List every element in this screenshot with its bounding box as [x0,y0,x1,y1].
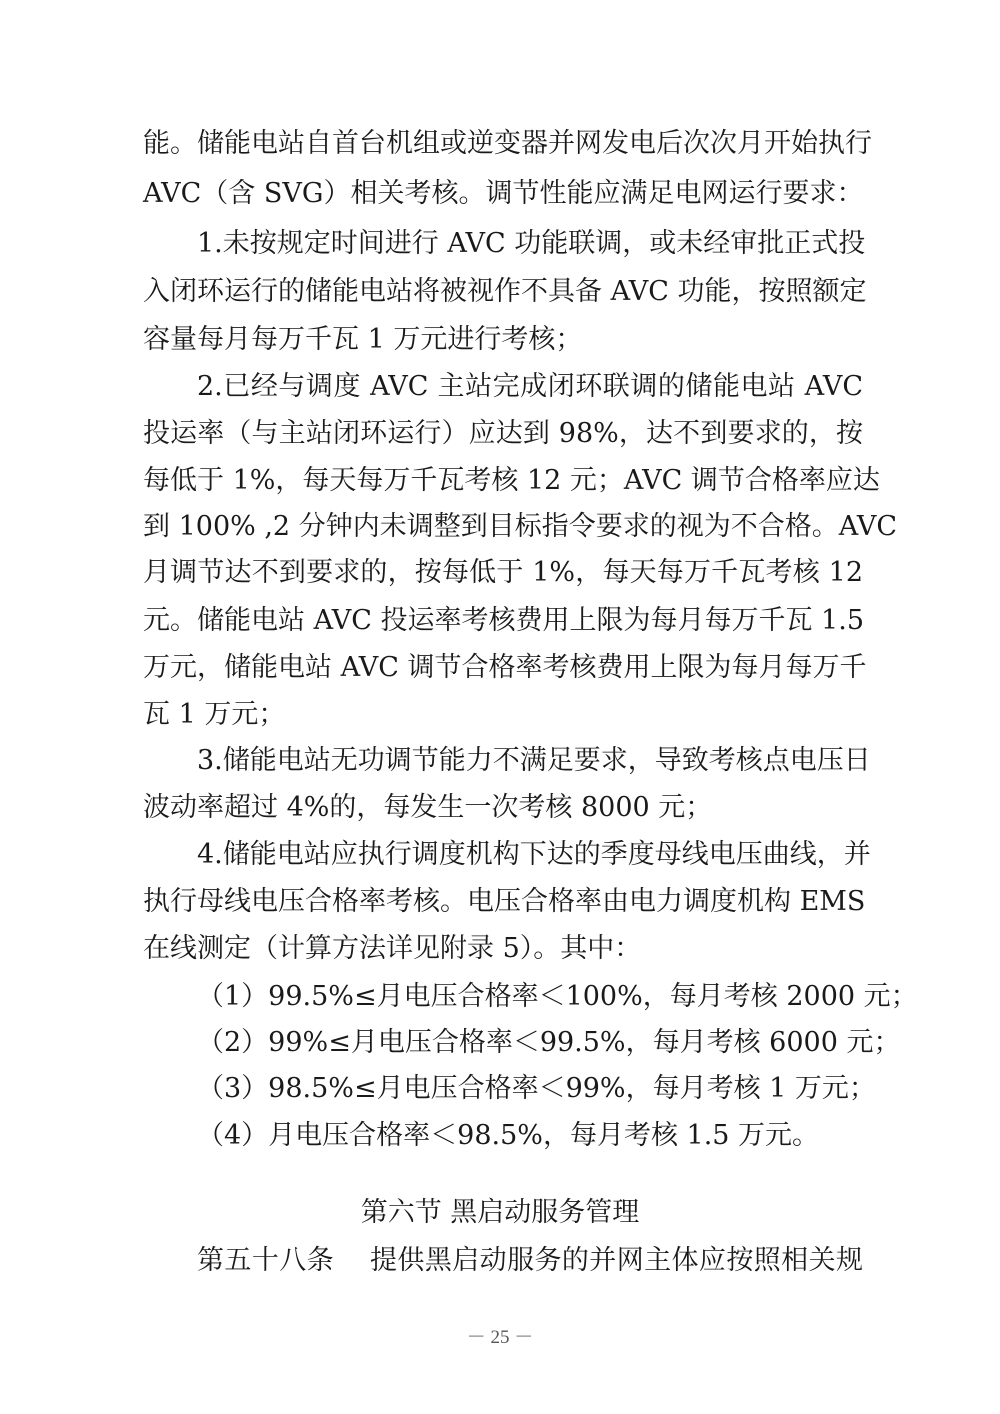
text-line: 1.未按规定时间进行 AVC 功能联调，或未经审批正式投 [197,228,866,259]
text-line: 万元，储能电站 AVC 调节合格率考核费用上限为每月每万千 [143,652,867,683]
text-line: 月调节达不到要求的，按每低于 1%，每天每万千瓦考核 12 [143,557,863,588]
list-item: （2）99%≤月电压合格率＜99.5%，每月考核 6000 元； [197,1027,901,1058]
article-line: 第五十八条 提供黑启动服务的并网主体应按照相关规 [197,1245,863,1276]
text-line: 能。储能电站自首台机组或逆变器并网发电后次次月开始执行 [143,128,872,159]
text-line: 执行母线电压合格率考核。电压合格率由电力调度机构 EMS [143,886,866,917]
text-line: 在线测定（计算方法详见附录 5）。其中： [143,933,642,964]
section-heading: 第六节 黑启动服务管理 [360,1197,640,1228]
text-line: 容量每月每万千瓦 1 万元进行考核； [143,324,583,355]
text-line: 4.储能电站应执行调度机构下达的季度母线电压曲线，并 [197,839,871,870]
list-item: （4）月电压合格率＜98.5%，每月考核 1.5 万元。 [197,1120,820,1151]
text-line: 元。储能电站 AVC 投运率考核费用上限为每月每万千瓦 1.5 [143,605,864,636]
list-item: （3）98.5%≤月电压合格率＜99%，每月考核 1 万元； [197,1073,876,1104]
page-number: － 25 － [466,1327,534,1348]
text-line: 投运率（与主站闭环运行）应达到 98%，达不到要求的，按 [143,418,863,449]
text-line: AVC（含 SVG）相关考核。调节性能应满足电网运行要求： [143,178,864,209]
text-line: 波动率超过 4%的，每发生一次考核 8000 元； [143,792,713,823]
text-line: 2.已经与调度 AVC 主站完成闭环联调的储能电站 AVC [197,371,863,402]
text-line: 瓦 1 万元； [143,699,286,730]
list-item: （1）99.5%≤月电压合格率＜100%，每月考核 2000 元； [197,981,918,1012]
text-line: 入闭环运行的储能电站将被视作不具备 AVC 功能，按照额定 [143,276,867,307]
text-line: 3.储能电站无功调节能力不满足要求，导致考核点电压日 [197,745,871,776]
text-line: 到 100% ,2 分钟内未调整到目标指令要求的视为不合格。AVC [143,511,898,542]
text-line: 每低于 1%，每天每万千瓦考核 12 元；AVC 调节合格率应达 [143,465,880,496]
